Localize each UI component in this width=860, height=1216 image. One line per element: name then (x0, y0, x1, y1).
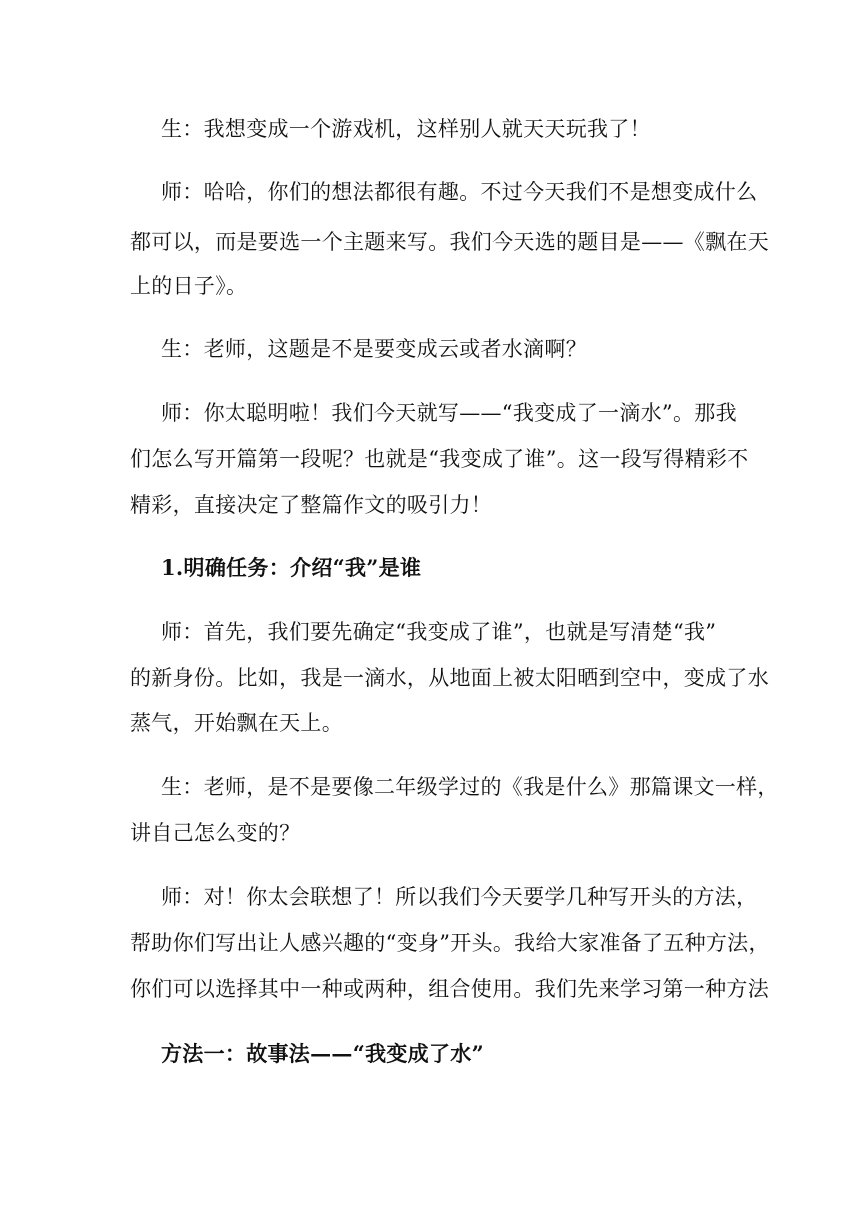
dialogue-teacher-1-line-1: 师：哈哈，你们的想法都很有趣。不过今天我们不是想变成什么 (161, 180, 758, 204)
dialogue-teacher-4-line-2: 帮助你们写出让人感兴趣的“变身”开头。我给大家准备了五种方法， (130, 931, 770, 955)
dialogue-teacher-1-line-2: 都可以，而是要选一个主题来写。我们今天选的题目是——《飘在天 (130, 230, 769, 254)
dialogue-student-3-line-1: 生：老师，是不是要像二年级学过的《我是什么》那篇课文一样， (161, 775, 779, 799)
dialogue-teacher-3-line-1: 师：首先，我们要先确定“我变成了谁”，也就是写清楚“我” (161, 620, 717, 644)
dialogue-student-2: 生：老师，这题是不是要变成云或者水滴啊？ (161, 337, 587, 361)
dialogue-teacher-3-line-3: 蒸气，开始飘在天上。 (130, 711, 343, 735)
dialogue-teacher-2-line-3: 精彩，直接决定了整篇作文的吸引力！ (130, 493, 493, 517)
method-heading-1: 方法一：故事法——“我变成了水” (161, 1041, 484, 1066)
section-heading-1: 1.明确任务：介绍“我”是谁 (161, 555, 422, 580)
dialogue-teacher-2-line-2: 们怎么写开篇第一段呢？也就是“我变成了谁”。这一段写得精彩不 (130, 447, 749, 471)
dialogue-teacher-3-line-2: 的新身份。比如，我是一滴水，从地面上被太阳晒到空中，变成了水 (130, 666, 769, 690)
dialogue-teacher-4-line-3: 你们可以选择其中一种或两种，组合使用。我们先来学习第一种方法 (130, 977, 769, 1001)
dialogue-student-3-line-2: 讲自己怎么变的？ (130, 821, 301, 845)
dialogue-teacher-2-line-1: 师：你太聪明啦！我们今天就写——“我变成了一滴水”。那我 (161, 401, 737, 425)
dialogue-teacher-1-line-3: 上的日子》。 (130, 274, 248, 298)
dialogue-student-1: 生：我想变成一个游戏机，这样别人就天天玩我了！ (161, 117, 651, 141)
dialogue-teacher-4-line-1: 师：对！你太会联想了！所以我们今天要学几种写开头的方法， (161, 885, 758, 909)
